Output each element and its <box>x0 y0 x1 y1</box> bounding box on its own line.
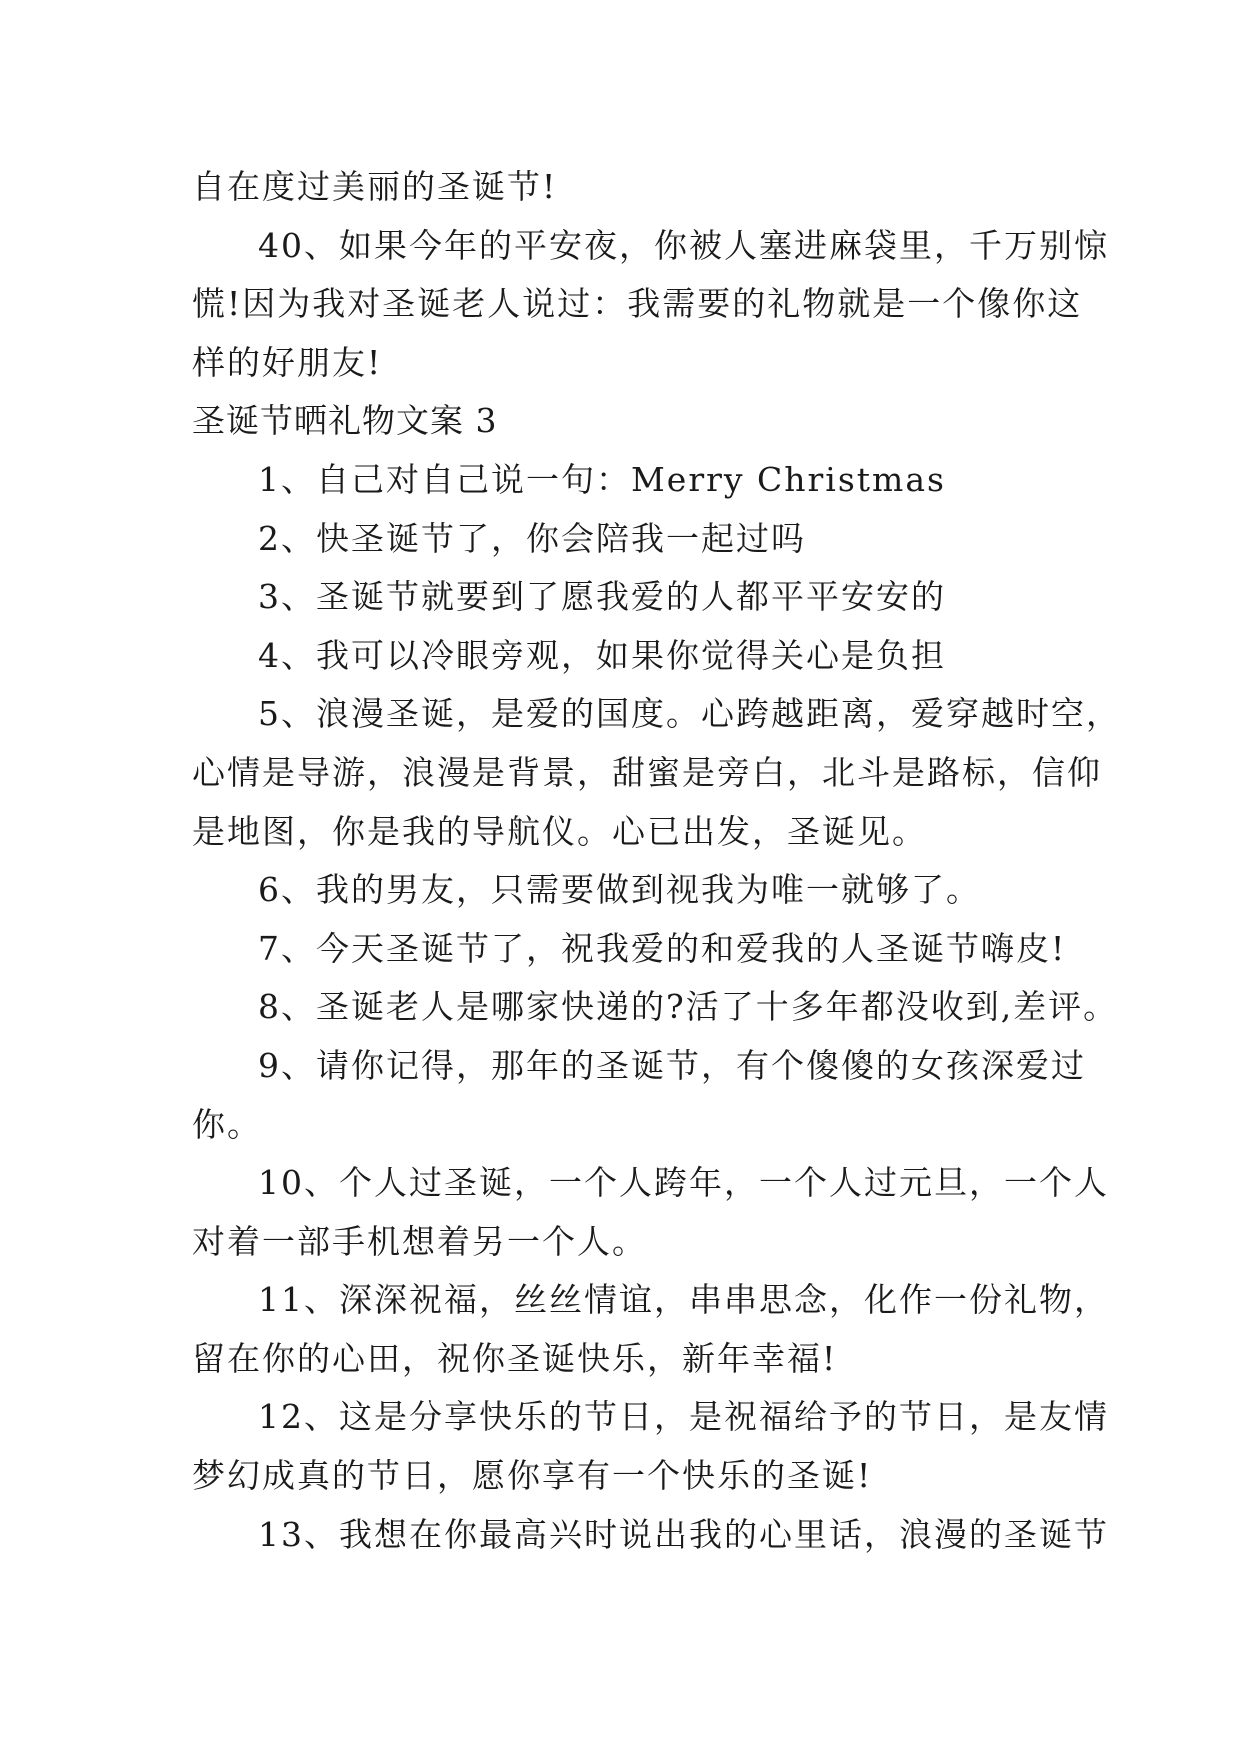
document-body <box>192 158 1121 1564</box>
text-line: 对着一部手机想着另一个人。 <box>192 1221 647 1261</box>
text-line: 留在你的心田，祝你圣诞快乐，新年幸福! <box>192 1338 838 1378</box>
text-line: 自在度过美丽的圣诞节! <box>192 167 558 206</box>
text-line: 2、快圣诞节了，你会陪我一起过吗 <box>258 518 806 558</box>
text-line: 13、我想在你最高兴时说出我的心里话，浪漫的圣诞节 <box>258 1514 1109 1554</box>
text-line: 慌!因为我对圣诞老人说过：我需要的礼物就是一个像你这 <box>192 284 1083 324</box>
text-line: 是地图，你是我的导航仪。心已出发，圣诞见。 <box>192 811 927 851</box>
text-line: 11、深深祝福，丝丝情谊，串串思念，化作一份礼物， <box>258 1280 1109 1320</box>
text-line: 5、浪漫圣诞，是爱的国度。心跨越距离，爱穿越时空， <box>258 694 1121 734</box>
text-line: 6、我的男友，只需要做到视我为唯一就够了。 <box>258 870 981 910</box>
text-line: 40、如果今年的平安夜，你被人塞进麻袋里，千万别惊 <box>258 225 1109 265</box>
text-line: 3、圣诞节就要到了愿我爱的人都平平安安的 <box>258 577 946 617</box>
text-line: 4、我可以冷眼旁观，如果你觉得关心是负担 <box>258 635 946 675</box>
text-line: 9、请你记得，那年的圣诞节，有个傻傻的女孩深爱过 <box>258 1045 1086 1085</box>
text-line: 梦幻成真的节日，愿你享有一个快乐的圣诞! <box>192 1456 873 1496</box>
text-line: 12、这是分享快乐的节日，是祝福给予的节日，是友情 <box>258 1397 1109 1437</box>
text-line: 你。 <box>192 1104 262 1144</box>
text-line: 8、圣诞老人是哪家快递的?活了十多年都没收到,差评。 <box>258 987 1119 1027</box>
text-line: 7、今天圣诞节了，祝我爱的和爱我的人圣诞节嗨皮! <box>258 928 1067 968</box>
text-line: 10、个人过圣诞，一个人跨年，一个人过元旦，一个人 <box>258 1163 1109 1203</box>
text-line: 1、自己对自己说一句：Merry Christmas <box>258 459 946 499</box>
section-heading: 圣诞节晒礼物文案 3 <box>192 401 498 441</box>
text-line: 心情是导游，浪漫是背景，甜蜜是旁白，北斗是路标，信仰 <box>192 752 1102 792</box>
text-line: 样的好朋友! <box>192 342 383 382</box>
